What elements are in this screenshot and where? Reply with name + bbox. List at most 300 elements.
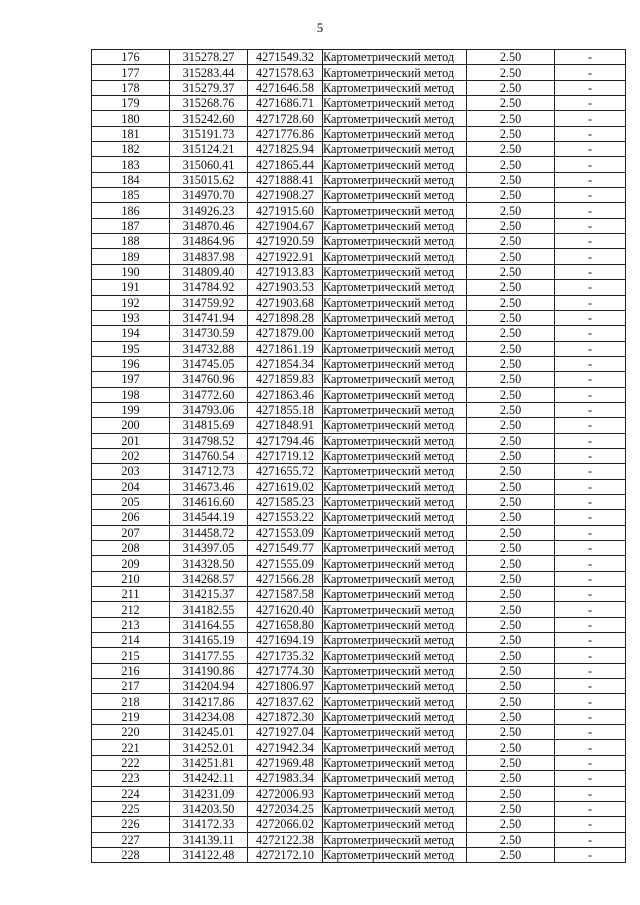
description-cell: - [555,494,626,509]
y-coordinate-cell: 4271908.27 [248,188,323,203]
y-coordinate-cell: 4271587.58 [248,587,323,602]
point-number-cell: 204 [92,479,170,494]
point-number-cell: 178 [92,80,170,95]
x-coordinate-cell: 314122.48 [170,847,248,862]
table-row [92,157,626,172]
method-cell: Картометрический метод [323,541,467,556]
method-cell: Картометрический метод [323,479,467,494]
description-cell: - [555,648,626,663]
point-number-cell: 226 [92,817,170,832]
table-row [92,633,626,648]
y-coordinate-cell: 4271719.12 [248,448,323,463]
description-cell: - [555,249,626,264]
x-coordinate-cell: 314217.86 [170,694,248,709]
x-coordinate-cell: 314870.46 [170,218,248,233]
y-coordinate-cell: 4271646.58 [248,80,323,95]
table-row [92,602,626,617]
y-coordinate-cell: 4271903.68 [248,295,323,310]
x-coordinate-cell: 314741.94 [170,310,248,325]
point-number-cell: 196 [92,356,170,371]
y-coordinate-cell: 4272122.38 [248,832,323,847]
description-cell: - [555,694,626,709]
x-coordinate-cell: 314204.94 [170,679,248,694]
table-row [92,709,626,724]
y-coordinate-cell: 4271658.80 [248,617,323,632]
y-coordinate-cell: 4271794.46 [248,433,323,448]
coordinates-table [91,49,626,863]
method-cell: Картометрический метод [323,126,467,141]
x-coordinate-cell: 315060.41 [170,157,248,172]
description-cell: - [555,356,626,371]
table-row [92,234,626,249]
description-cell: - [555,142,626,157]
y-coordinate-cell: 4271655.72 [248,464,323,479]
method-cell: Картометрический метод [323,142,467,157]
accuracy-cell: 2.50 [467,280,555,295]
table-row [92,356,626,371]
method-cell: Картометрический метод [323,188,467,203]
accuracy-cell: 2.50 [467,587,555,602]
y-coordinate-cell: 4271898.28 [248,310,323,325]
y-coordinate-cell: 4271879.00 [248,326,323,341]
method-cell: Картометрический метод [323,341,467,356]
method-cell: Картометрический метод [323,617,467,632]
table-row [92,694,626,709]
x-coordinate-cell: 315124.21 [170,142,248,157]
description-cell: - [555,157,626,172]
method-cell: Картометрический метод [323,510,467,525]
table-row [92,801,626,816]
point-number-cell: 217 [92,679,170,694]
description-cell: - [555,433,626,448]
x-coordinate-cell: 314759.92 [170,295,248,310]
method-cell: Картометрический метод [323,264,467,279]
y-coordinate-cell: 4271585.23 [248,494,323,509]
table-row [92,295,626,310]
table-row [92,847,626,862]
point-number-cell: 227 [92,832,170,847]
method-cell: Картометрический метод [323,310,467,325]
accuracy-cell: 2.50 [467,418,555,433]
y-coordinate-cell: 4271865.44 [248,157,323,172]
description-cell: - [555,295,626,310]
x-coordinate-cell: 314328.50 [170,556,248,571]
description-cell: - [555,617,626,632]
y-coordinate-cell: 4271776.86 [248,126,323,141]
table-row [92,326,626,341]
table-row [92,264,626,279]
accuracy-cell: 2.50 [467,633,555,648]
point-number-cell: 203 [92,464,170,479]
method-cell: Картометрический метод [323,847,467,862]
point-number-cell: 207 [92,525,170,540]
table-row [92,341,626,356]
table-row [92,249,626,264]
point-number-cell: 225 [92,801,170,816]
description-cell: - [555,755,626,770]
y-coordinate-cell: 4271553.22 [248,510,323,525]
x-coordinate-cell: 314798.52 [170,433,248,448]
point-number-cell: 212 [92,602,170,617]
accuracy-cell: 2.50 [467,234,555,249]
accuracy-cell: 2.50 [467,142,555,157]
table-row [92,679,626,694]
method-cell: Картометрический метод [323,80,467,95]
description-cell: - [555,801,626,816]
table-row [92,433,626,448]
method-cell: Картометрический метод [323,786,467,801]
method-cell: Картометрический метод [323,694,467,709]
x-coordinate-cell: 314203.50 [170,801,248,816]
accuracy-cell: 2.50 [467,479,555,494]
table-row [92,418,626,433]
x-coordinate-cell: 314172.33 [170,817,248,832]
description-cell: - [555,280,626,295]
accuracy-cell: 2.50 [467,50,555,65]
point-number-cell: 197 [92,372,170,387]
table-row [92,96,626,111]
point-number-cell: 183 [92,157,170,172]
point-number-cell: 209 [92,556,170,571]
y-coordinate-cell: 4271686.71 [248,96,323,111]
description-cell: - [555,479,626,494]
table-row [92,111,626,126]
point-number-cell: 176 [92,50,170,65]
table-row [92,571,626,586]
y-coordinate-cell: 4271553.09 [248,525,323,540]
point-number-cell: 181 [92,126,170,141]
accuracy-cell: 2.50 [467,464,555,479]
x-coordinate-cell: 314234.08 [170,709,248,724]
point-number-cell: 195 [92,341,170,356]
table-row [92,479,626,494]
table-row [92,541,626,556]
accuracy-cell: 2.50 [467,172,555,187]
y-coordinate-cell: 4272172.10 [248,847,323,862]
accuracy-cell: 2.50 [467,801,555,816]
x-coordinate-cell: 314139.11 [170,832,248,847]
table-row [92,65,626,80]
description-cell: - [555,817,626,832]
y-coordinate-cell: 4271920.59 [248,234,323,249]
y-coordinate-cell: 4271915.60 [248,203,323,218]
table-row [92,280,626,295]
table-row [92,510,626,525]
table-row [92,80,626,95]
point-number-cell: 177 [92,65,170,80]
x-coordinate-cell: 315268.76 [170,96,248,111]
accuracy-cell: 2.50 [467,648,555,663]
accuracy-cell: 2.50 [467,709,555,724]
x-coordinate-cell: 314970.70 [170,188,248,203]
method-cell: Картометрический метод [323,494,467,509]
x-coordinate-cell: 314793.06 [170,402,248,417]
accuracy-cell: 2.50 [467,326,555,341]
table-row [92,755,626,770]
table-row [92,648,626,663]
method-cell: Картометрический метод [323,755,467,770]
table-row [92,786,626,801]
x-coordinate-cell: 314616.60 [170,494,248,509]
y-coordinate-cell: 4271728.60 [248,111,323,126]
y-coordinate-cell: 4272006.93 [248,786,323,801]
method-cell: Картометрический метод [323,111,467,126]
x-coordinate-cell: 315191.73 [170,126,248,141]
description-cell: - [555,310,626,325]
x-coordinate-cell: 315283.44 [170,65,248,80]
table-row [92,126,626,141]
point-number-cell: 182 [92,142,170,157]
x-coordinate-cell: 314712.73 [170,464,248,479]
point-number-cell: 218 [92,694,170,709]
accuracy-cell: 2.50 [467,602,555,617]
x-coordinate-cell: 314926.23 [170,203,248,218]
description-cell: - [555,786,626,801]
x-coordinate-cell: 314231.09 [170,786,248,801]
method-cell: Картометрический метод [323,663,467,678]
point-number-cell: 198 [92,387,170,402]
x-coordinate-cell: 314745.05 [170,356,248,371]
method-cell: Картометрический метод [323,326,467,341]
description-cell: - [555,111,626,126]
table-row [92,725,626,740]
y-coordinate-cell: 4271578.63 [248,65,323,80]
table-row [92,556,626,571]
x-coordinate-cell: 314215.37 [170,587,248,602]
table-row [92,817,626,832]
point-number-cell: 213 [92,617,170,632]
y-coordinate-cell: 4271555.09 [248,556,323,571]
table-row [92,464,626,479]
method-cell: Картометрический метод [323,372,467,387]
y-coordinate-cell: 4271903.53 [248,280,323,295]
point-number-cell: 193 [92,310,170,325]
description-cell: - [555,402,626,417]
table-row [92,387,626,402]
x-coordinate-cell: 314673.46 [170,479,248,494]
description-cell: - [555,571,626,586]
y-coordinate-cell: 4271854.34 [248,356,323,371]
method-cell: Картометрический метод [323,771,467,786]
x-coordinate-cell: 314165.19 [170,633,248,648]
point-number-cell: 185 [92,188,170,203]
accuracy-cell: 2.50 [467,65,555,80]
y-coordinate-cell: 4271861.19 [248,341,323,356]
table-row [92,587,626,602]
point-number-cell: 180 [92,111,170,126]
accuracy-cell: 2.50 [467,571,555,586]
point-number-cell: 222 [92,755,170,770]
point-number-cell: 189 [92,249,170,264]
accuracy-cell: 2.50 [467,448,555,463]
x-coordinate-cell: 314182.55 [170,602,248,617]
x-coordinate-cell: 314837.98 [170,249,248,264]
table-row [92,771,626,786]
x-coordinate-cell: 314809.40 [170,264,248,279]
y-coordinate-cell: 4271549.77 [248,541,323,556]
method-cell: Картометрический метод [323,832,467,847]
accuracy-cell: 2.50 [467,356,555,371]
y-coordinate-cell: 4271774.30 [248,663,323,678]
description-cell: - [555,418,626,433]
accuracy-cell: 2.50 [467,679,555,694]
accuracy-cell: 2.50 [467,111,555,126]
y-coordinate-cell: 4271927.04 [248,725,323,740]
accuracy-cell: 2.50 [467,617,555,632]
x-coordinate-cell: 314268.57 [170,571,248,586]
accuracy-cell: 2.50 [467,786,555,801]
table-row [92,142,626,157]
y-coordinate-cell: 4271859.83 [248,372,323,387]
method-cell: Картометрический метод [323,648,467,663]
accuracy-cell: 2.50 [467,96,555,111]
x-coordinate-cell: 314544.19 [170,510,248,525]
table-row [92,188,626,203]
point-number-cell: 186 [92,203,170,218]
description-cell: - [555,633,626,648]
accuracy-cell: 2.50 [467,264,555,279]
y-coordinate-cell: 4271620.40 [248,602,323,617]
accuracy-cell: 2.50 [467,694,555,709]
point-number-cell: 179 [92,96,170,111]
table-row [92,172,626,187]
method-cell: Картометрический метод [323,587,467,602]
method-cell: Картометрический метод [323,801,467,816]
point-number-cell: 208 [92,541,170,556]
point-number-cell: 205 [92,494,170,509]
x-coordinate-cell: 315279.37 [170,80,248,95]
description-cell: - [555,80,626,95]
point-number-cell: 223 [92,771,170,786]
y-coordinate-cell: 4271922.91 [248,249,323,264]
point-number-cell: 206 [92,510,170,525]
x-coordinate-cell: 314760.96 [170,372,248,387]
x-coordinate-cell: 314251.81 [170,755,248,770]
y-coordinate-cell: 4271942.34 [248,740,323,755]
description-cell: - [555,525,626,540]
method-cell: Картометрический метод [323,525,467,540]
y-coordinate-cell: 4272034.25 [248,801,323,816]
point-number-cell: 215 [92,648,170,663]
description-cell: - [555,341,626,356]
point-number-cell: 210 [92,571,170,586]
accuracy-cell: 2.50 [467,188,555,203]
method-cell: Картометрический метод [323,402,467,417]
accuracy-cell: 2.50 [467,541,555,556]
description-cell: - [555,126,626,141]
method-cell: Картометрический метод [323,740,467,755]
x-coordinate-cell: 314242.11 [170,771,248,786]
point-number-cell: 191 [92,280,170,295]
method-cell: Картометрический метод [323,571,467,586]
accuracy-cell: 2.50 [467,740,555,755]
y-coordinate-cell: 4271904.67 [248,218,323,233]
description-cell: - [555,234,626,249]
y-coordinate-cell: 4271863.46 [248,387,323,402]
accuracy-cell: 2.50 [467,494,555,509]
method-cell: Картометрический метод [323,218,467,233]
method-cell: Картометрический метод [323,448,467,463]
description-cell: - [555,448,626,463]
y-coordinate-cell: 4271735.32 [248,648,323,663]
accuracy-cell: 2.50 [467,725,555,740]
method-cell: Картометрический метод [323,418,467,433]
x-coordinate-cell: 314784.92 [170,280,248,295]
method-cell: Картометрический метод [323,234,467,249]
table-row [92,494,626,509]
accuracy-cell: 2.50 [467,295,555,310]
y-coordinate-cell: 4271969.48 [248,755,323,770]
description-cell: - [555,372,626,387]
table-row [92,402,626,417]
x-coordinate-cell: 314730.59 [170,326,248,341]
accuracy-cell: 2.50 [467,433,555,448]
description-cell: - [555,541,626,556]
description-cell: - [555,50,626,65]
method-cell: Картометрический метод [323,280,467,295]
point-number-cell: 199 [92,402,170,417]
point-number-cell: 194 [92,326,170,341]
table-row [92,203,626,218]
table-row [92,617,626,632]
y-coordinate-cell: 4271825.94 [248,142,323,157]
description-cell: - [555,203,626,218]
point-number-cell: 220 [92,725,170,740]
description-cell: - [555,602,626,617]
point-number-cell: 228 [92,847,170,862]
x-coordinate-cell: 314164.55 [170,617,248,632]
y-coordinate-cell: 4271619.02 [248,479,323,494]
accuracy-cell: 2.50 [467,310,555,325]
accuracy-cell: 2.50 [467,249,555,264]
accuracy-cell: 2.50 [467,203,555,218]
description-cell: - [555,587,626,602]
x-coordinate-cell: 314190.86 [170,663,248,678]
accuracy-cell: 2.50 [467,663,555,678]
point-number-cell: 216 [92,663,170,678]
point-number-cell: 190 [92,264,170,279]
x-coordinate-cell: 314772.60 [170,387,248,402]
method-cell: Картометрический метод [323,725,467,740]
method-cell: Картометрический метод [323,356,467,371]
table-row [92,310,626,325]
accuracy-cell: 2.50 [467,525,555,540]
description-cell: - [555,96,626,111]
point-number-cell: 187 [92,218,170,233]
description-cell: - [555,264,626,279]
description-cell: - [555,464,626,479]
method-cell: Картометрический метод [323,709,467,724]
y-coordinate-cell: 4271872.30 [248,709,323,724]
method-cell: Картометрический метод [323,249,467,264]
description-cell: - [555,771,626,786]
point-number-cell: 184 [92,172,170,187]
description-cell: - [555,556,626,571]
point-number-cell: 221 [92,740,170,755]
point-number-cell: 224 [92,786,170,801]
y-coordinate-cell: 4271855.18 [248,402,323,417]
accuracy-cell: 2.50 [467,832,555,847]
x-coordinate-cell: 314732.88 [170,341,248,356]
table-row [92,218,626,233]
y-coordinate-cell: 4271694.19 [248,633,323,648]
x-coordinate-cell: 314815.69 [170,418,248,433]
point-number-cell: 219 [92,709,170,724]
method-cell: Картометрический метод [323,203,467,218]
description-cell: - [555,740,626,755]
y-coordinate-cell: 4271837.62 [248,694,323,709]
y-coordinate-cell: 4271806.97 [248,679,323,694]
